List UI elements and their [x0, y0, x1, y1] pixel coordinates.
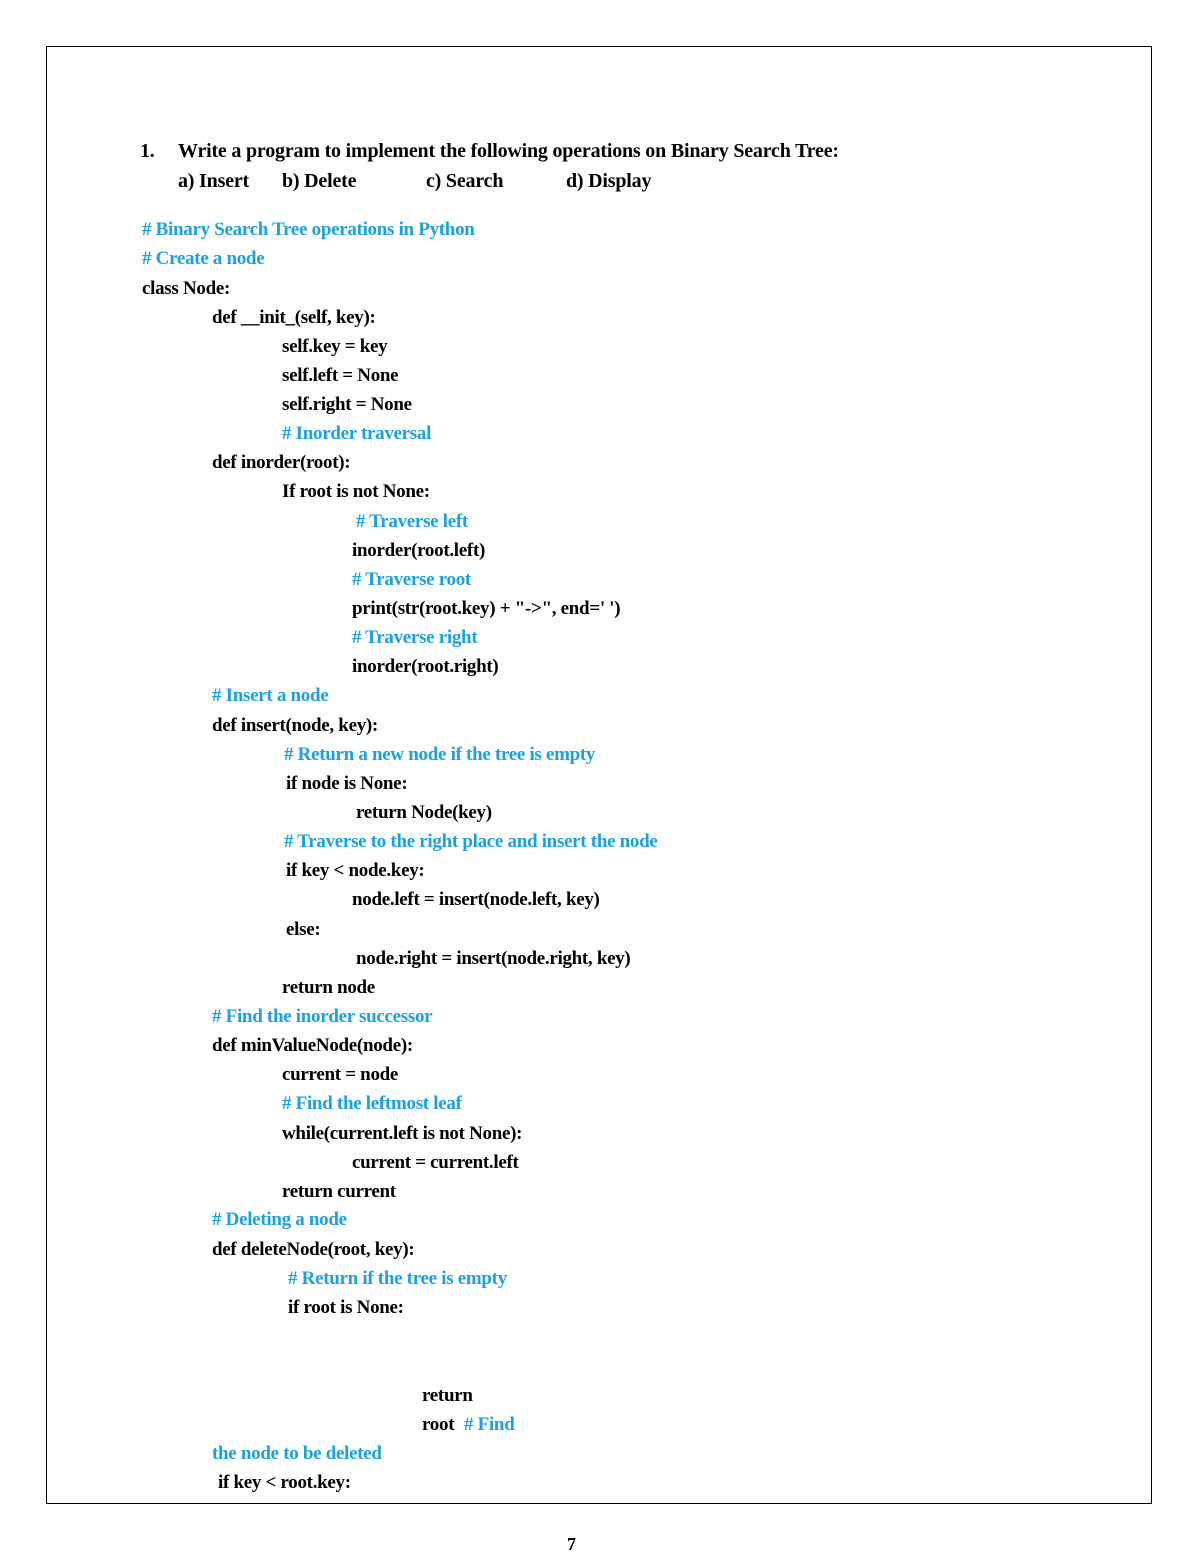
- code-line: If root is not None:: [282, 481, 430, 502]
- code-line: # Deleting a node: [212, 1209, 347, 1230]
- code-line: if key < root.key:: [218, 1472, 351, 1493]
- code-line: current = current.left: [352, 1152, 519, 1173]
- code-line: current = node: [282, 1064, 399, 1085]
- option-search: c) Search: [426, 170, 504, 192]
- code-line: def insert(node, key):: [212, 715, 378, 736]
- code-line: inorder(root.left): [352, 540, 485, 561]
- code-line: return node: [282, 977, 375, 998]
- code-line: return: [422, 1385, 473, 1406]
- code-line: # Find: [464, 1414, 515, 1435]
- code-line: self.left = None: [282, 365, 399, 386]
- code-line: # Insert a node: [212, 685, 329, 706]
- question-number: 1.: [140, 140, 155, 162]
- code-line: # Traverse right: [352, 627, 478, 648]
- code-line: root: [422, 1414, 455, 1435]
- code-line: self.key = key: [282, 336, 388, 357]
- code-line: # Return if the tree is empty: [288, 1268, 507, 1289]
- code-line: # Traverse root: [352, 569, 471, 590]
- code-line: def deleteNode(root, key):: [212, 1239, 415, 1260]
- code-line: if root is None:: [288, 1297, 404, 1318]
- code-line: # Find the leftmost leaf: [282, 1093, 462, 1114]
- code-line: print(str(root.key) + "->", end=' '): [352, 598, 621, 619]
- code-line: if node is None:: [286, 773, 408, 794]
- code-line: # Return a new node if the tree is empty: [284, 744, 596, 765]
- code-line: return current: [282, 1181, 396, 1202]
- code-line: node.left = insert(node.left, key): [352, 889, 600, 910]
- code-line: # Create a node: [142, 248, 265, 269]
- code-line: def minValueNode(node):: [212, 1035, 413, 1056]
- code-line: else:: [286, 919, 321, 940]
- page-number: 7: [567, 1534, 576, 1554]
- option-insert: a) Insert: [178, 170, 249, 192]
- code-line: while(current.left is not None):: [282, 1123, 523, 1144]
- code-line: class Node:: [142, 278, 230, 299]
- code-line: node.right = insert(node.right, key): [356, 948, 631, 969]
- code-line: the node to be deleted: [212, 1443, 382, 1464]
- code-line: inorder(root.right): [352, 656, 499, 677]
- code-line: if key < node.key:: [286, 860, 425, 881]
- code-line: # Traverse to the right place and insert the node: [284, 831, 658, 852]
- option-display: d) Display: [566, 170, 652, 192]
- code-line: # Inorder traversal: [282, 423, 432, 444]
- code-line: self.right = None: [282, 394, 412, 415]
- code-line: return Node(key): [356, 802, 492, 823]
- question-text: Write a program to implement the following operations on Binary Search Tree:: [178, 140, 839, 162]
- option-delete: b) Delete: [282, 170, 357, 192]
- code-line: # Find the inorder successor: [212, 1006, 433, 1027]
- code-line: # Binary Search Tree operations in Python: [142, 219, 475, 240]
- code-line: def __init_(self, key):: [212, 307, 376, 328]
- code-line: def inorder(root):: [212, 452, 351, 473]
- code-line: # Traverse left: [356, 511, 468, 532]
